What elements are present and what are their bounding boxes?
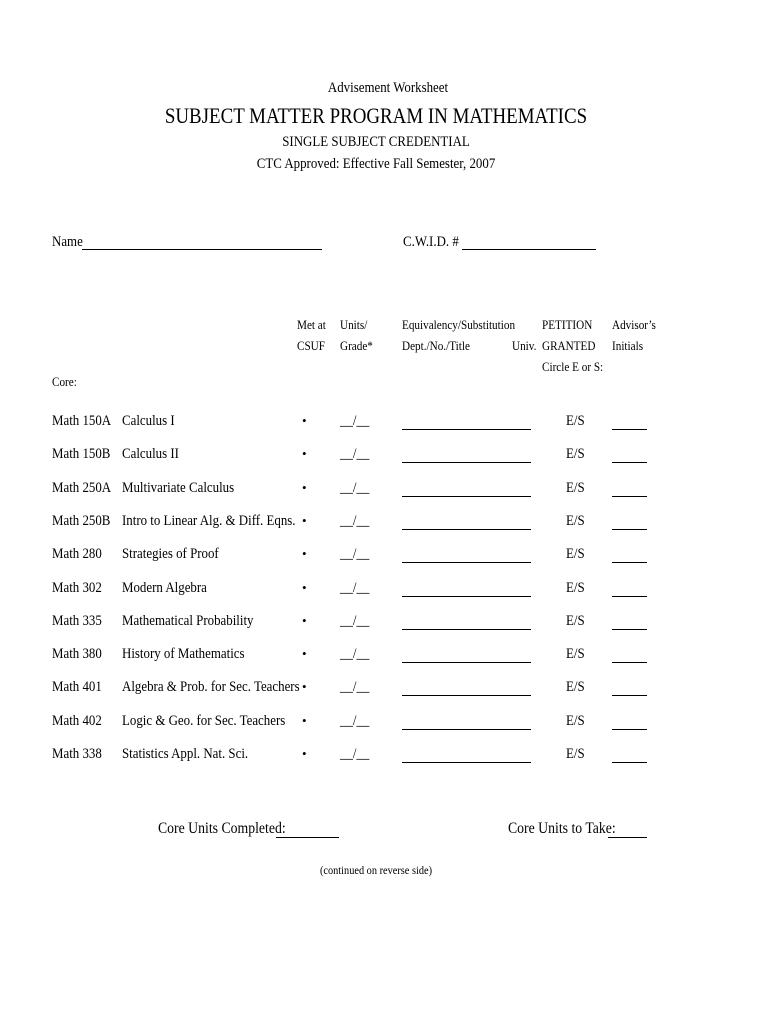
course-row [0,546,770,568]
advisor-initials-field[interactable] [612,662,647,663]
met-at-csuf-bullet[interactable]: • [302,712,307,728]
course-row [0,646,770,668]
course-title: Strategies of Proof [122,546,219,563]
met-at-csuf-bullet[interactable]: • [302,746,307,761]
equivalency-field[interactable] [402,729,531,730]
advisor-initials-field[interactable] [612,729,647,730]
advisor-initials-field[interactable] [612,562,647,563]
met-at-csuf-bullet[interactable]: • [302,512,307,528]
course-code: Math 335 [52,612,102,629]
advisor-initials-field[interactable] [612,762,647,763]
petition-es-choice[interactable]: E/S [566,679,585,696]
petition-es-choice[interactable]: E/S [566,612,585,629]
advisor-initials-field[interactable] [612,596,647,597]
equivalency-header: Equivalency/Substitution Dept./No./Title Univ. [402,317,537,353]
course-row [0,746,770,768]
course-title: Logic & Geo. for Sec. Teachers [122,712,286,729]
advisor-initials-field[interactable] [612,462,647,463]
course-row [0,446,770,468]
met-at-csuf-header: Met at CSUF [297,317,326,353]
equivalency-field[interactable] [402,629,531,630]
petition-es-choice[interactable]: E/S [566,413,585,429]
met-at-csuf-bullet[interactable]: • [302,646,307,662]
petition-es-choice[interactable]: E/S [566,579,585,596]
course-title: Multivariate Calculus [122,479,235,496]
units-grade-field[interactable]: __/__ [340,746,370,762]
name-label: Name [52,234,83,250]
units-grade-field[interactable]: __/__ [340,612,370,629]
worksheet-label: Advisement Worksheet [327,80,449,96]
course-row [0,480,770,502]
units-grade-field[interactable]: __/__ [340,413,370,429]
units-grade-header: Units/ Grade* [340,317,373,353]
units-grade-field[interactable]: __/__ [340,679,370,696]
course-row [0,413,770,435]
equivalency-field[interactable] [402,695,531,696]
course-title: Statistics Appl. Nat. Sci. [122,746,249,762]
advisor-initials-header: Advisor’s Initials [612,317,656,353]
equivalency-field[interactable] [402,596,531,597]
met-at-csuf-bullet[interactable]: • [302,546,307,562]
course-title: Modern Algebra [122,579,207,596]
petition-es-choice[interactable]: E/S [566,446,585,463]
equivalency-field[interactable] [402,529,531,530]
course-code: Math 250B [52,512,111,529]
name-field[interactable] [82,249,322,250]
units-grade-field[interactable]: __/__ [340,479,370,496]
cwid-field[interactable] [462,249,596,250]
equivalency-field[interactable] [402,462,531,463]
core-units-completed-label: Core Units Completed: [158,820,286,837]
core-units-to-take-label: Core Units to Take: [508,820,616,837]
cwid-label: C.W.I.D. # [403,234,459,250]
equivalency-field[interactable] [402,496,531,497]
core-units-completed-field[interactable] [276,837,339,838]
page-subtitle: SINGLE SUBJECT CREDENTIAL [282,134,470,150]
course-row [0,679,770,701]
advisor-initials-field[interactable] [612,695,647,696]
course-code: Math 250A [52,479,112,496]
petition-es-choice[interactable]: E/S [566,646,585,663]
course-title: Intro to Linear Alg. & Diff. Eqns. [122,512,296,529]
course-row [0,513,770,535]
units-grade-field[interactable]: __/__ [340,512,370,529]
units-grade-field[interactable]: __/__ [340,446,370,463]
course-code: Math 338 [52,746,102,762]
course-title: Algebra & Prob. for Sec. Teachers [122,679,300,696]
advisor-initials-field[interactable] [612,529,647,530]
met-at-csuf-bullet[interactable]: • [302,413,307,428]
course-code: Math 150A [52,413,112,429]
advisor-initials-field[interactable] [612,496,647,497]
met-at-csuf-bullet[interactable]: • [302,579,307,595]
core-section-label: Core: [52,374,77,389]
units-grade-field[interactable]: __/__ [340,579,370,596]
approval-note: CTC Approved: Effective Fall Semester, 2007 [256,156,496,172]
equivalency-field[interactable] [402,429,531,430]
met-at-csuf-bullet[interactable]: • [302,612,307,628]
units-grade-field[interactable]: __/__ [340,546,370,563]
equivalency-field[interactable] [402,762,531,763]
met-at-csuf-bullet[interactable]: • [302,446,307,462]
met-at-csuf-bullet[interactable]: • [302,679,307,695]
course-code: Math 401 [52,679,102,696]
course-code: Math 280 [52,546,102,563]
course-row [0,613,770,635]
equivalency-field[interactable] [402,562,531,563]
advisor-initials-field[interactable] [612,429,647,430]
petition-es-choice[interactable]: E/S [566,546,585,563]
course-title: Calculus II [122,446,179,463]
met-at-csuf-bullet[interactable]: • [302,479,307,495]
course-row [0,580,770,602]
course-title: Mathematical Probability [122,612,254,629]
equivalency-field[interactable] [402,662,531,663]
course-title: History of Mathematics [122,646,245,663]
course-row [0,713,770,735]
course-code: Math 380 [52,646,102,663]
course-title: Calculus I [122,413,175,429]
petition-es-choice[interactable]: E/S [566,479,585,496]
petition-header: PETITION GRANTED Circle E or S: [542,317,604,374]
petition-es-choice[interactable]: E/S [566,746,585,762]
petition-es-choice[interactable]: E/S [566,712,585,729]
petition-es-choice[interactable]: E/S [566,512,585,529]
advisor-initials-field[interactable] [612,629,647,630]
course-code: Math 402 [52,712,102,729]
course-code: Math 302 [52,579,102,596]
course-code: Math 150B [52,446,111,463]
page-title: SUBJECT MATTER PROGRAM IN MATHEMATICS [164,103,588,128]
units-grade-field[interactable]: __/__ [340,646,370,663]
continued-note: (continued on reverse side) [319,863,433,877]
core-units-to-take-field[interactable] [608,837,647,838]
units-grade-field[interactable]: __/__ [340,712,370,729]
